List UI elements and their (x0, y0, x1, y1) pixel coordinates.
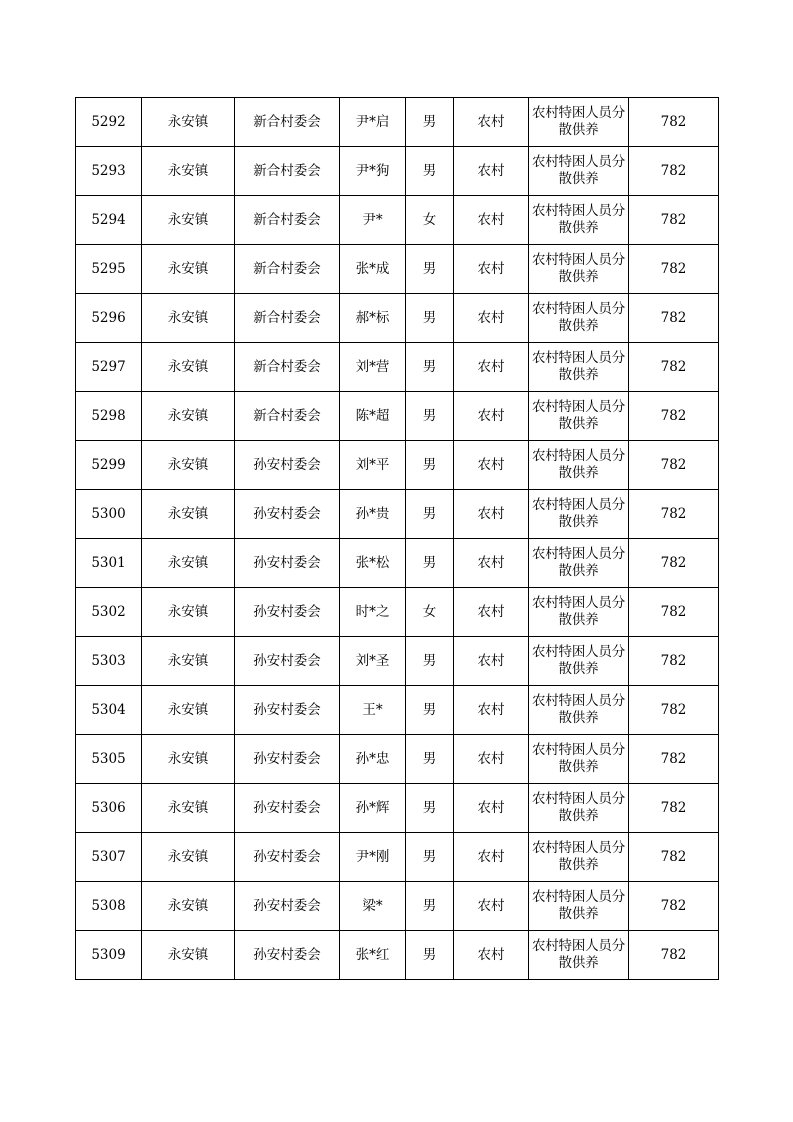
cell-name: 张*红 (340, 931, 406, 980)
cell-town: 永安镇 (142, 196, 235, 245)
cell-household: 农村 (454, 588, 529, 637)
cell-household: 农村 (454, 98, 529, 147)
cell-sex: 女 (406, 588, 454, 637)
cell-name: 陈*超 (340, 392, 406, 441)
cell-household: 农村 (454, 245, 529, 294)
cell-amount: 782 (629, 441, 719, 490)
cell-household: 农村 (454, 539, 529, 588)
cell-amount: 782 (629, 147, 719, 196)
cell-village: 新合村委会 (235, 98, 340, 147)
cell-id: 5308 (76, 882, 142, 931)
cell-village: 孙安村委会 (235, 735, 340, 784)
cell-village: 孙安村委会 (235, 441, 340, 490)
cell-village: 孙安村委会 (235, 490, 340, 539)
table-body (76, 98, 719, 980)
cell-category: 农村特困人员分散供养 (529, 588, 629, 637)
cell-town: 永安镇 (142, 686, 235, 735)
cell-category: 农村特困人员分散供养 (529, 490, 629, 539)
cell-name: 尹*启 (340, 98, 406, 147)
cell-sex: 男 (406, 784, 454, 833)
table-row (76, 637, 719, 686)
cell-category: 农村特困人员分散供养 (529, 833, 629, 882)
cell-name: 尹*狗 (340, 147, 406, 196)
cell-id: 5297 (76, 343, 142, 392)
cell-town: 永安镇 (142, 392, 235, 441)
cell-sex: 男 (406, 245, 454, 294)
cell-village: 孙安村委会 (235, 686, 340, 735)
cell-amount: 782 (629, 637, 719, 686)
cell-id: 5305 (76, 735, 142, 784)
cell-household: 农村 (454, 882, 529, 931)
cell-village: 孙安村委会 (235, 784, 340, 833)
cell-household: 农村 (454, 931, 529, 980)
cell-amount: 782 (629, 833, 719, 882)
cell-name: 梁* (340, 882, 406, 931)
cell-town: 永安镇 (142, 490, 235, 539)
cell-household: 农村 (454, 294, 529, 343)
cell-town: 永安镇 (142, 735, 235, 784)
cell-village: 新合村委会 (235, 147, 340, 196)
cell-id: 5307 (76, 833, 142, 882)
table-row (76, 490, 719, 539)
cell-household: 农村 (454, 392, 529, 441)
cell-sex: 男 (406, 637, 454, 686)
table-row (76, 686, 719, 735)
cell-household: 农村 (454, 147, 529, 196)
cell-sex: 男 (406, 490, 454, 539)
cell-household: 农村 (454, 441, 529, 490)
cell-amount: 782 (629, 539, 719, 588)
cell-town: 永安镇 (142, 833, 235, 882)
cell-amount: 782 (629, 735, 719, 784)
cell-amount: 782 (629, 784, 719, 833)
cell-sex: 男 (406, 686, 454, 735)
cell-household: 农村 (454, 343, 529, 392)
cell-town: 永安镇 (142, 588, 235, 637)
cell-category: 农村特困人员分散供养 (529, 784, 629, 833)
cell-amount: 782 (629, 686, 719, 735)
table-row (76, 588, 719, 637)
cell-id: 5303 (76, 637, 142, 686)
cell-village: 孙安村委会 (235, 637, 340, 686)
cell-town: 永安镇 (142, 882, 235, 931)
cell-id: 5300 (76, 490, 142, 539)
cell-category: 农村特困人员分散供养 (529, 392, 629, 441)
cell-category: 农村特困人员分散供养 (529, 343, 629, 392)
cell-name: 尹*刚 (340, 833, 406, 882)
cell-name: 刘*营 (340, 343, 406, 392)
cell-village: 新合村委会 (235, 245, 340, 294)
cell-household: 农村 (454, 490, 529, 539)
cell-town: 永安镇 (142, 539, 235, 588)
cell-id: 5302 (76, 588, 142, 637)
cell-town: 永安镇 (142, 343, 235, 392)
table-row (76, 392, 719, 441)
cell-village: 新合村委会 (235, 343, 340, 392)
table-row (76, 539, 719, 588)
cell-id: 5293 (76, 147, 142, 196)
table-row (76, 784, 719, 833)
cell-town: 永安镇 (142, 441, 235, 490)
cell-household: 农村 (454, 686, 529, 735)
cell-household: 农村 (454, 833, 529, 882)
cell-category: 农村特困人员分散供养 (529, 294, 629, 343)
cell-village: 新合村委会 (235, 196, 340, 245)
table-row (76, 931, 719, 980)
cell-category: 农村特困人员分散供养 (529, 735, 629, 784)
cell-town: 永安镇 (142, 637, 235, 686)
cell-id: 5294 (76, 196, 142, 245)
cell-id: 5298 (76, 392, 142, 441)
table-row (76, 882, 719, 931)
cell-amount: 782 (629, 196, 719, 245)
cell-name: 王* (340, 686, 406, 735)
table-row (76, 441, 719, 490)
cell-name: 孙*辉 (340, 784, 406, 833)
cell-sex: 男 (406, 539, 454, 588)
cell-town: 永安镇 (142, 147, 235, 196)
cell-sex: 男 (406, 931, 454, 980)
cell-category: 农村特困人员分散供养 (529, 245, 629, 294)
cell-amount: 782 (629, 931, 719, 980)
cell-sex: 女 (406, 196, 454, 245)
cell-village: 新合村委会 (235, 294, 340, 343)
cell-village: 孙安村委会 (235, 539, 340, 588)
table-row (76, 294, 719, 343)
cell-amount: 782 (629, 245, 719, 294)
cell-village: 孙安村委会 (235, 833, 340, 882)
cell-category: 农村特困人员分散供养 (529, 147, 629, 196)
cell-id: 5309 (76, 931, 142, 980)
cell-sex: 男 (406, 343, 454, 392)
cell-sex: 男 (406, 735, 454, 784)
cell-sex: 男 (406, 147, 454, 196)
cell-id: 5296 (76, 294, 142, 343)
cell-town: 永安镇 (142, 294, 235, 343)
table-row (76, 735, 719, 784)
cell-category: 农村特困人员分散供养 (529, 539, 629, 588)
cell-household: 农村 (454, 196, 529, 245)
cell-amount: 782 (629, 98, 719, 147)
table-row (76, 833, 719, 882)
table-row (76, 98, 719, 147)
cell-id: 5295 (76, 245, 142, 294)
cell-category: 农村特困人员分散供养 (529, 441, 629, 490)
cell-id: 5304 (76, 686, 142, 735)
cell-village: 孙安村委会 (235, 882, 340, 931)
cell-name: 孙*忠 (340, 735, 406, 784)
cell-sex: 男 (406, 882, 454, 931)
cell-name: 刘*圣 (340, 637, 406, 686)
cell-category: 农村特困人员分散供养 (529, 931, 629, 980)
cell-amount: 782 (629, 294, 719, 343)
cell-village: 新合村委会 (235, 392, 340, 441)
cell-town: 永安镇 (142, 784, 235, 833)
cell-amount: 782 (629, 392, 719, 441)
cell-amount: 782 (629, 588, 719, 637)
table-row (76, 147, 719, 196)
cell-village: 孙安村委会 (235, 588, 340, 637)
cell-household: 农村 (454, 784, 529, 833)
cell-name: 张*松 (340, 539, 406, 588)
cell-category: 农村特困人员分散供养 (529, 196, 629, 245)
cell-name: 时*之 (340, 588, 406, 637)
assistance-recipients-table (75, 97, 719, 980)
cell-id: 5301 (76, 539, 142, 588)
cell-name: 郝*标 (340, 294, 406, 343)
cell-sex: 男 (406, 441, 454, 490)
cell-category: 农村特困人员分散供养 (529, 637, 629, 686)
cell-name: 尹* (340, 196, 406, 245)
cell-name: 张*成 (340, 245, 406, 294)
cell-town: 永安镇 (142, 931, 235, 980)
cell-town: 永安镇 (142, 98, 235, 147)
table-row (76, 196, 719, 245)
table-row (76, 245, 719, 294)
cell-sex: 男 (406, 294, 454, 343)
cell-category: 农村特困人员分散供养 (529, 882, 629, 931)
cell-id: 5292 (76, 98, 142, 147)
cell-amount: 782 (629, 343, 719, 392)
cell-sex: 男 (406, 392, 454, 441)
cell-sex: 男 (406, 833, 454, 882)
cell-name: 刘*平 (340, 441, 406, 490)
cell-amount: 782 (629, 882, 719, 931)
cell-sex: 男 (406, 98, 454, 147)
cell-household: 农村 (454, 637, 529, 686)
cell-town: 永安镇 (142, 245, 235, 294)
cell-amount: 782 (629, 490, 719, 539)
cell-household: 农村 (454, 735, 529, 784)
cell-name: 孙*贵 (340, 490, 406, 539)
cell-category: 农村特困人员分散供养 (529, 686, 629, 735)
cell-category: 农村特困人员分散供养 (529, 98, 629, 147)
cell-id: 5306 (76, 784, 142, 833)
cell-id: 5299 (76, 441, 142, 490)
table-row (76, 343, 719, 392)
cell-village: 孙安村委会 (235, 931, 340, 980)
